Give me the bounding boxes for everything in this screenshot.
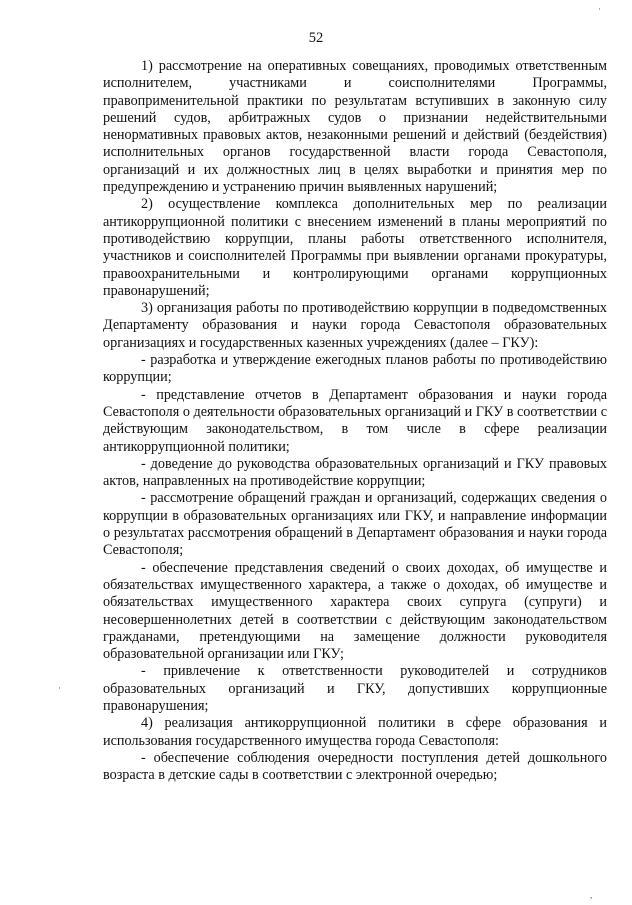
bullet-income-declarations: - обеспечение представления сведений о своих доходах, об имуществе и обязательствах имущественного характера, а также о доходах, об имуществе и обязательствах имущественного характера своих супруга (супруги) и несовершеннолетних детей в соответствии с действующим законодательством гражданами, претендующими на замещение должности руководителя образовательной организации или ГКУ; — [103, 559, 607, 663]
paragraph-item-4: 4) реализация антикоррупционной политики в сфере образования и использования государственного имущества города Севастополя: — [103, 715, 607, 749]
bullet-reports: - представление отчетов в Департамент образования и науки города Севастополя о деятельности образовательных организаций и ГКУ в соответствии с действующим законодательством, в том числе в сфере реализации антикоррупционной политики; — [103, 386, 607, 455]
bullet-legal-acts: - доведение до руководства образовательных организаций и ГКУ правовых актов, направленных на противодействие коррупции; — [103, 455, 607, 490]
scan-speck-mark: · — [598, 4, 601, 14]
page-number: 52 — [308, 30, 324, 46]
paragraph-item-3: 3) организация работы по противодействию коррупции в подведомственных Департаменту образования и науки города Севастополя образовательных организациях и государственных казенных учреждениях (далее – ГКУ): — [103, 300, 607, 351]
bullet-liability: - привлечение к ответственности руководителей и сотрудников образовательных организаций и ГКУ, допустивших коррупционные правонарушения; — [103, 663, 607, 714]
bullet-kindergarten-queue: - обеспечение соблюдения очередности поступления детей дошкольного возраста в детские сады в соответствии с электронной очередью; — [103, 749, 607, 784]
document-body — [103, 58, 607, 784]
paragraph-item-2: 2) осуществление комплекса дополнительных мер по реализации антикоррупционной политики с внесением изменений в планы мероприятий по противодействию коррупции, планы работы ответственного исполнителя, участников и соисполнителей Программы при выявлении органами прокуратуры, правоохранительными и контролирующими органами коррупционных правонарушений; — [103, 196, 607, 299]
scan-speck-mark: · — [58, 683, 61, 693]
paragraph-item-1: 1) рассмотрение на оперативных совещаниях, проводимых ответственным исполнителем, участниками и соисполнителями Программы, правоприменительной практики по результатам вступивших в законную силу решений судов, арбитражных судов о признании недействительными ненормативных правовых актов, незаконными решений и действий (бездействия) исполнительных органов государственной власти города Севастополя, организаций и их должностных лиц в целях выработки и принятия мер по предупреждению и устранению причин выявленных нарушений; — [103, 58, 607, 196]
bullet-citizen-appeals: - рассмотрение обращений граждан и организаций, содержащих сведения о коррупции в образовательных организациях или ГКУ, и направление информации о результатах рассмотрения обращений в Департамент образования и науки города Севастополя; — [103, 490, 607, 559]
bullet-annual-plans: - разработка и утверждение ежегодных планов работы по противодействию коррупции; — [103, 352, 607, 386]
scan-speck-mark: , — [590, 890, 593, 900]
